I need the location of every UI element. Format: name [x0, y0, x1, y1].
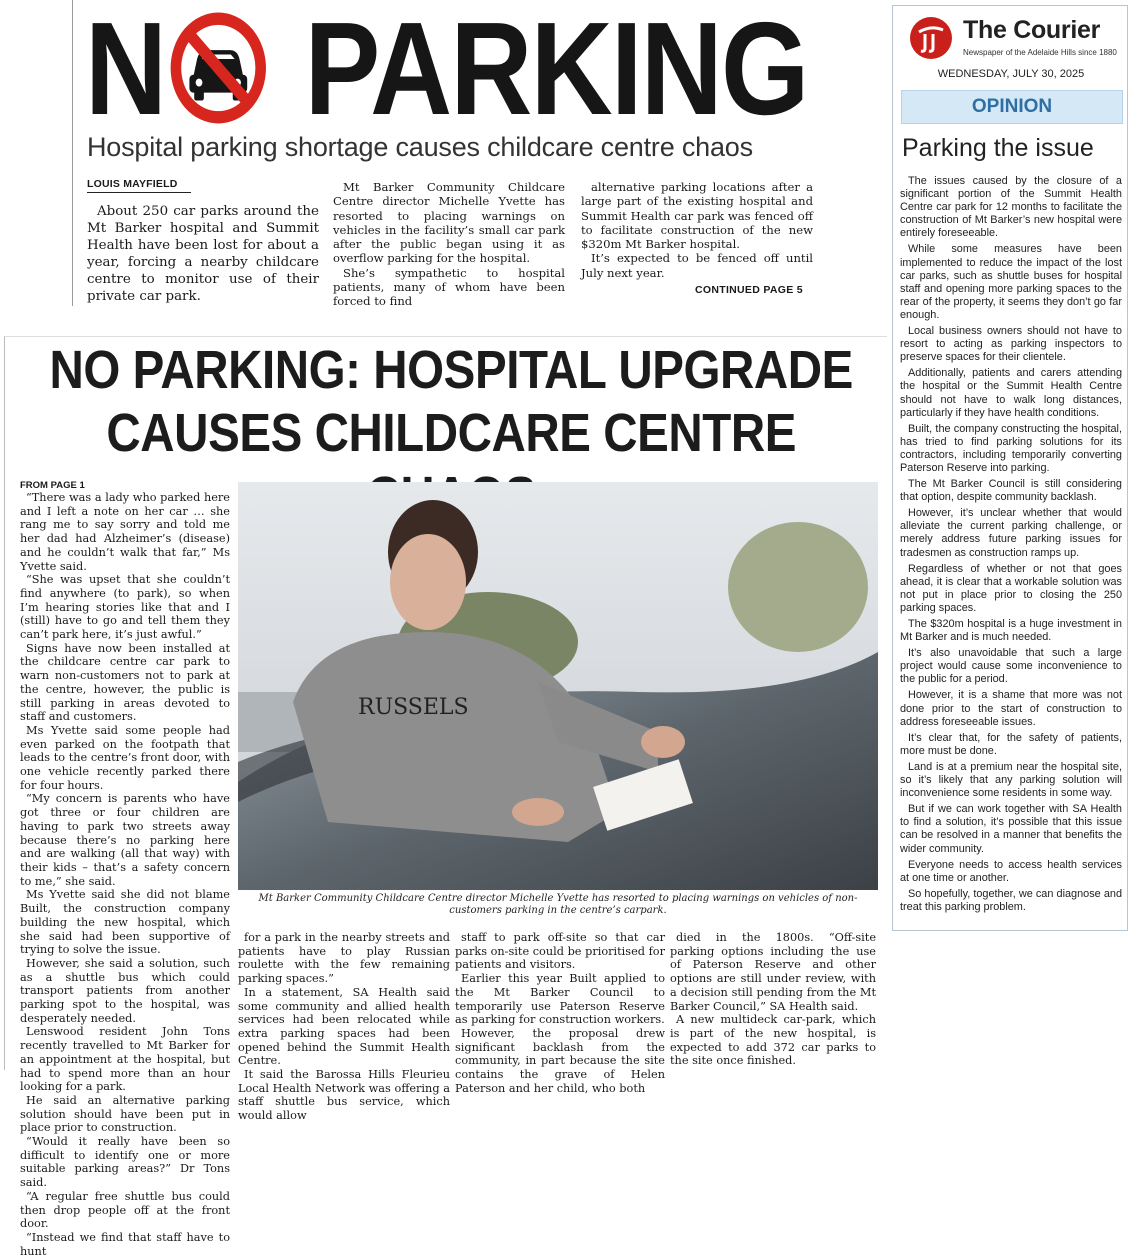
inside-headline-line-2: CAUSES CHILDCARE CENTRE: [106, 403, 796, 463]
front-headline: [85, 0, 808, 142]
paragraph: Local business owners should not have to resort to acting as parking inspectors to preserve spaces for their clientele.: [900, 325, 1122, 364]
paragraph: It said the Barossa Hills Fleurieu Local Health Network was offering a staff shuttle bus service, which would allow: [238, 1068, 450, 1123]
paragraph: He said an alternative parking solution should have been put in place prior to construction.: [20, 1093, 230, 1135]
paragraph: “She was upset that she couldn’t find anywhere (to park), so when I’m hearing stories like that and I (still) have to go and tell them they can’t park here, it’s just awful.”: [20, 573, 230, 642]
no-parking-icon: [170, 12, 266, 124]
paragraph: Regardless of whether or not that goes ahead, it is clear that a workable solution was not put in place prior to closing the 250 parking spaces.: [900, 562, 1122, 614]
byline: LOUIS MAYFIELD: [87, 178, 191, 193]
paragraph: The issues caused by the closure of a significant portion of the Summit Health Centre car park for 12 months to facilitate the construction of Mt Barker’s new hospital were entirely foreseeable.: [900, 175, 1122, 240]
front-column-3: [581, 180, 813, 280]
inside-headline-line-1: NO PARKING: HOSPITAL UPGRADE: [49, 340, 853, 400]
paragraph: “Instead we find that staff have to hunt: [20, 1230, 230, 1258]
article-photo: [238, 482, 878, 890]
courier-logo-icon: [909, 16, 953, 60]
paragraph: alternative parking locations after a large part of the existing hospital and Summit Health car park was fenced off to facilitate construction of the new $320m Mt Barker hospital.: [581, 180, 813, 252]
paragraph: It’s expected to be fenced off until July next year.: [581, 251, 813, 280]
headline-word-parking: PARKING: [304, 0, 808, 142]
article-column-2: [238, 931, 450, 1123]
front-page-clipping: [72, 0, 884, 309]
opinion-body: [900, 175, 1122, 917]
paragraph: Ms Yvette said she did not blame Built, the construction company building the new hospital, which she said had been supportive of trying to solve the issue.: [20, 888, 230, 957]
paragraph: But if we can work together with SA Health to find a solution, it’s possible that this issue can be resolved in a manner that benefits the wider community.: [900, 803, 1122, 855]
paragraph: staff to park off-site so that car parks on-site could be prioritised for patients and visitors.: [455, 931, 665, 972]
paragraph: Lenswood resident John Tons recently travelled to Mt Barker for an appointment at the hospital, but had to spend more than an hour looking for a park.: [20, 1025, 230, 1094]
paragraph: Ms Yvette said some people had even parked on the footpath that leads to the centre’s front door, with one vehicle recently parked there for four hours.: [20, 723, 230, 792]
opinion-section-badge: OPINION: [901, 90, 1123, 124]
paragraph: Everyone needs to access health services at one time or another.: [900, 858, 1122, 884]
paragraph: In a statement, SA Health said some community and allied health services had been relocated while extra parking spaces had been opened behind the Summit Health Centre.: [238, 985, 450, 1068]
article-column-4: [670, 931, 876, 1068]
paragraph: Additionally, patients and carers attending the hospital or the Summit Health Centre should not have to walk long distances, particularly if they have health conditions.: [900, 367, 1122, 419]
paragraph: “A regular free shuttle bus could then drop people off at the front door.: [20, 1189, 230, 1231]
masthead-tagline: Newspaper of the Adelaide Hills since 1880: [963, 48, 1117, 57]
paragraph: However, it’s unclear whether that would alleviate the current parking challenge, or merely address future parking issues for tradesmen as construction ramps up.: [900, 507, 1122, 559]
paragraph: “There was a lady who parked here and I left a note on her car … she rang me to say sorry and told me her dad had Alzheimer’s (disease) and he couldn’t walk that far,” Ms Yvette said.: [20, 491, 230, 573]
article-column-3: [455, 931, 665, 1095]
photo-caption: Mt Barker Community Childcare Centre director Michelle Yvette has resorted to placing warnings on vehicles of non-customers parking in the centre’s carpark.: [258, 893, 858, 916]
paragraph: Built, the company constructing the hospital, has tried to find parking solutions for its contractors, including temporarily converting Paterson Reserve into parking.: [900, 422, 1122, 474]
paragraph: She’s sympathetic to hospital patients, many of whom have been forced to find: [333, 265, 565, 309]
front-column-1: About 250 car parks around the Mt Barker hospital and Summit Health have been lost for about a year, forcing a nearby childcare centre to monitor use of their private car park.: [87, 204, 319, 304]
sweater-text: RUSSELS: [358, 695, 469, 720]
front-subhead: Hospital parking shortage causes childcare centre chaos: [87, 132, 753, 162]
paragraph: The $320m hospital is a huge investment in Mt Barker and is much needed.: [900, 618, 1122, 644]
paragraph: for a park in the nearby streets and patients have to play Russian roulette with the few remaining parking spaces.”: [238, 931, 450, 986]
photo-illustration: [238, 482, 878, 890]
paragraph: However, it is a shame that more was not done prior to the start of construction to address foreseeable issues.: [900, 689, 1122, 728]
paragraph: “Would it really have been so difficult to identify one or more suitable parking areas?” Dr Tons said.: [20, 1135, 230, 1190]
paragraph: It’s also unavoidable that such a large project would cause some inconvenience to the public for a period.: [900, 647, 1122, 686]
paragraph: However, she said a solution, such as a shuttle bus which could transport patients from another parking spot to the hospital, was desperately needed.: [20, 956, 230, 1025]
paragraph: A new multideck car-park, which is part of the new hospital, is expected to add 372 car parks to the site once finished.: [670, 1013, 876, 1068]
paragraph: While some measures have been implemented to reduce the impact of the lost car parks, such as shuttle buses for hospital staff and opening more parking spaces to the rear of the property, it seems they don’t go far enough.: [900, 243, 1122, 321]
continued-label: CONTINUED PAGE 5: [695, 284, 803, 296]
headline-letter-n: N: [85, 0, 166, 142]
paragraph: “My concern is parents who have got three or four children are having to park two streets away because there’s no parking here and are walking (all that way) with their kids – that’s a safety concern to me,” she said.: [20, 792, 230, 888]
paragraph: Mt Barker Community Childcare Centre director Michelle Yvette has resorted to placing warnings on vehicles in the facility’s small car park after the public began using it as overflow parking for the hospital.: [333, 180, 565, 266]
issue-date: WEDNESDAY, JULY 30, 2025: [937, 68, 1085, 80]
paragraph: died in the 1800s. “Off-site parking options including the use of Paterson Reserve and other options are still under review, with a decision still pending from the Mt Barker Council,” SA Health said.: [670, 931, 876, 1013]
masthead-title: The Courier: [963, 16, 1100, 44]
opinion-title: Parking the issue: [902, 134, 1094, 162]
paragraph: Earlier this year Built applied to the Mt Barker Council to temporarily use Paterson Reserve as parking for construction workers.: [455, 972, 665, 1027]
paragraph: Signs have now been installed at the childcare centre car park to warn non-customers not to park at the centre, however, the public is still parking in areas devoted to staff and customers.: [20, 641, 230, 724]
paragraph: It’s clear that, for the safety of patients, more must be done.: [900, 731, 1122, 757]
front-column-2: [333, 180, 565, 309]
inside-page-clipping: [4, 336, 887, 1258]
article-column-1: [20, 491, 230, 1258]
from-page-label: FROM PAGE 1: [20, 480, 85, 491]
opinion-sidebar: [892, 5, 1128, 931]
paragraph: So hopefully, together, we can diagnose and treat this parking problem.: [900, 887, 1122, 913]
paragraph: The Mt Barker Council is still considering that option, despite community backlash.: [900, 478, 1122, 504]
paragraph: Land is at a premium near the hospital site, so it’s likely that any parking solution will inconvenience some residents in some way.: [900, 760, 1122, 800]
paragraph: However, the proposal drew significant backlash from the community, in part because the site contains the grave of Helen Paterson and her child, who both: [455, 1026, 665, 1095]
